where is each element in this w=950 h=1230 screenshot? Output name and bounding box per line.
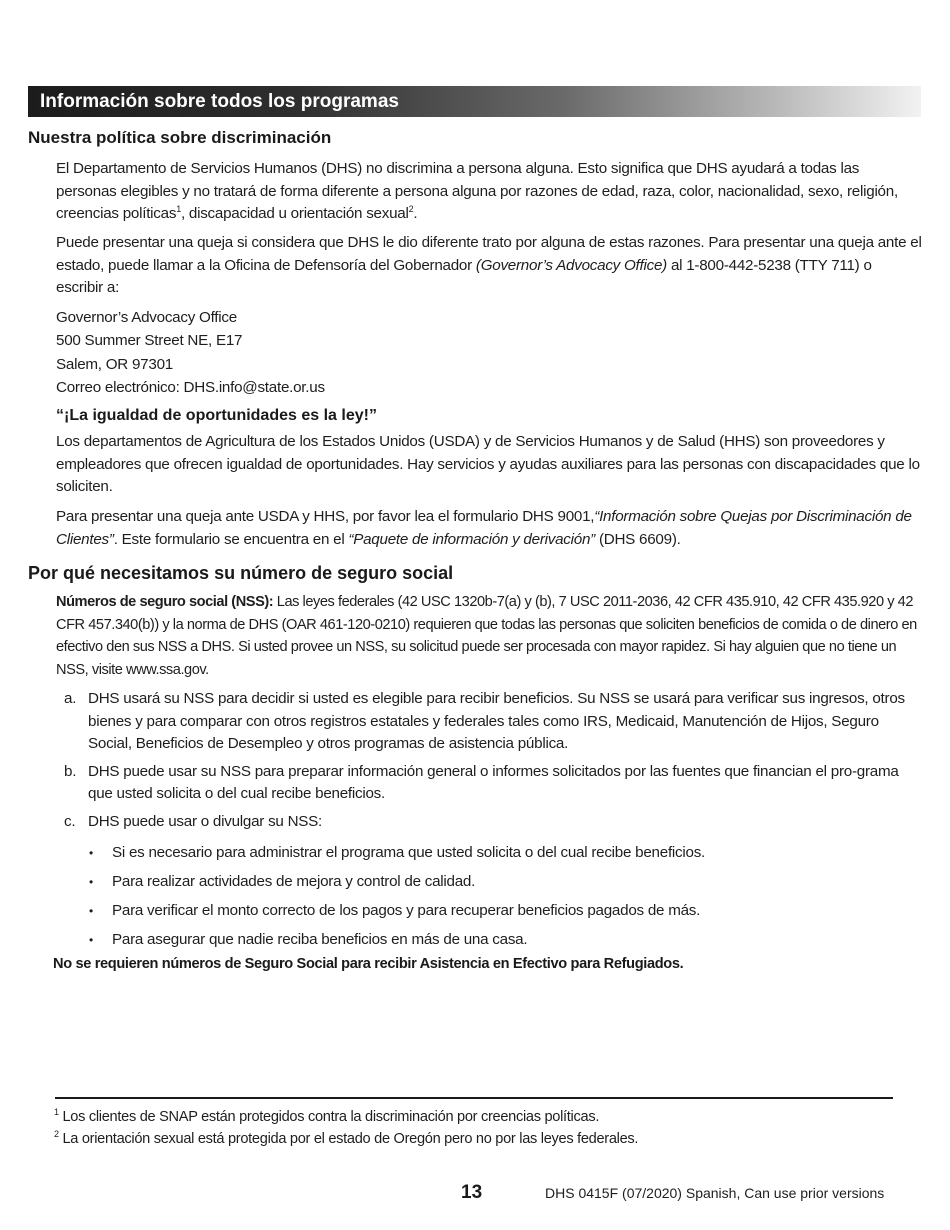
section-banner-title: Información sobre todos los programas [40,91,399,112]
list-item: a. DHS usará su NSS para decidir si usted es elegible para recibir beneficios. Su NSS se usará para verificar sus ingresos, otros bienes y para comparar con otros registros estatales y federales tales como IRS, Medicaid, Manutención de Hijos, Seguro Social, Beneficios de Desempleo y otros programas de asistencia pública. [64,690,905,752]
bullet-item: • Para asegurar que nadie reciba beneficios en más de una casa. [88,929,918,958]
bullet-item: • Para verificar el monto correcto de los pagos y para recuperar beneficios pagados de más. [88,900,918,929]
equality-heading: “¡La igualdad de oportunidades es la ley!” [56,407,377,424]
bullet-icon: • [89,875,93,889]
address-line: 500 Summer Street NE, E17 [56,332,243,350]
section-banner [28,86,921,117]
email-line: Correo electrónico: DHS.info@state.or.us [56,378,325,396]
ssn-heading: Por qué necesitamos su número de seguro social [28,563,454,583]
list-item: c. DHS puede usar o divulgar su NSS: [64,812,323,830]
address-line: Governor’s Advocacy Office [56,309,237,326]
ssn-use-list [64,688,922,838]
discrimination-heading: Nuestra política sobre discriminación [28,128,332,147]
form-identifier: DHS 0415F (07/2020) Spanish, Can use prior versions [545,1185,885,1201]
list-item: b. DHS puede usar su NSS para preparar información general o informes solicitados por las fuentes que financian el pro-grama que usted solicita o del cual recibe beneficios. [64,762,899,802]
footnote-2: $^2$ La orientación sexual está protegida por el estado de Oregón pero no por las leyes federales. [54,1129,639,1147]
ssn-disclosure-bullets [88,842,918,958]
bullet-icon: • [89,933,93,947]
bullet-item: • Si es necesario para administrar el programa que usted solicita o del cual recibe beneficios. [88,842,918,871]
page-number: 13 [461,1182,483,1203]
footnote-divider [55,1097,893,1099]
refugee-note: No se requieren números de Seguro Social para recibir Asistencia en Efectivo para Refugiados. [53,956,684,972]
usda-complaint-paragraph: Para presentar una queja ante USDA y HHS, por favor lea el formulario DHS 9001,“Información sobre Quejas por Discriminación de Clientes”. Este formulario se encuentra en el “Paquete de información y derivación” (DHS 6609). [56,508,912,548]
address-block [56,306,922,399]
bullet-icon: • [89,846,93,860]
footnote-1: $^1$ Los clientes de SNAP están protegidos contra la discriminación por creencias políticas. [54,1107,600,1125]
footnote-ref-1: 1 [176,203,181,214]
bullet-item: • Para realizar actividades de mejora y control de calidad. [88,871,918,900]
address-line: Salem, OR 97301 [56,355,173,373]
complaint-paragraph: Puede presentar una queja si considera que DHS le dio diferente trato por alguna de estas razones. Para presentar una queja ante el estado, puede llamar a la Oficina de Defensoría del Gobernador (Governor’s Advocacy Office) al 1-800-442-5238 (TTY 711) o escribir a: [56,234,922,296]
bullet-icon: • [89,904,93,918]
discrimination-paragraph: El Departamento de Servicios Humanos (DHS) no discrimina a persona alguna. Esto significa que DHS ayudará a todas las personas elegibles y no tratará de forma diferente a persona alguna por razones de edad, raza, color, nacionalidad, sexo, religión, creencias políticas$^1$, discapacidad u orientación sexual$^2$. [56,160,898,222]
ssn-intro-paragraph: Números de seguro social (NSS): Las leyes federales (42 USC 1320b-7(a) y (b), 7 USC 2011-2036, 42 CFR 435.910, 42 CFR 435.920 y 42 CFR 457.340(b)) y la norma de DHS (OAR 461-120-0210) requieren que todas las personas que soliciten beneficios de comida o de dinero en efectivo den sus NSS a DHS. Si usted provee un NSS, su solicitud puede ser procesada con mayor rapidez. Si hay alguien que no tiene un NSS, visite www.ssa.gov. [56,594,917,678]
footnote-ref-2: 2 [408,203,414,214]
equality-paragraph: Los departamentos de Agricultura de los Estados Unidos (USDA) y de Servicios Humanos y de Salud (HHS) son proveedores y empleadores que ofrecen igualdad de oportunidades. Hay servicios y ayudas auxiliares para las personas con discapacidades que lo soliciten. [56,433,920,495]
